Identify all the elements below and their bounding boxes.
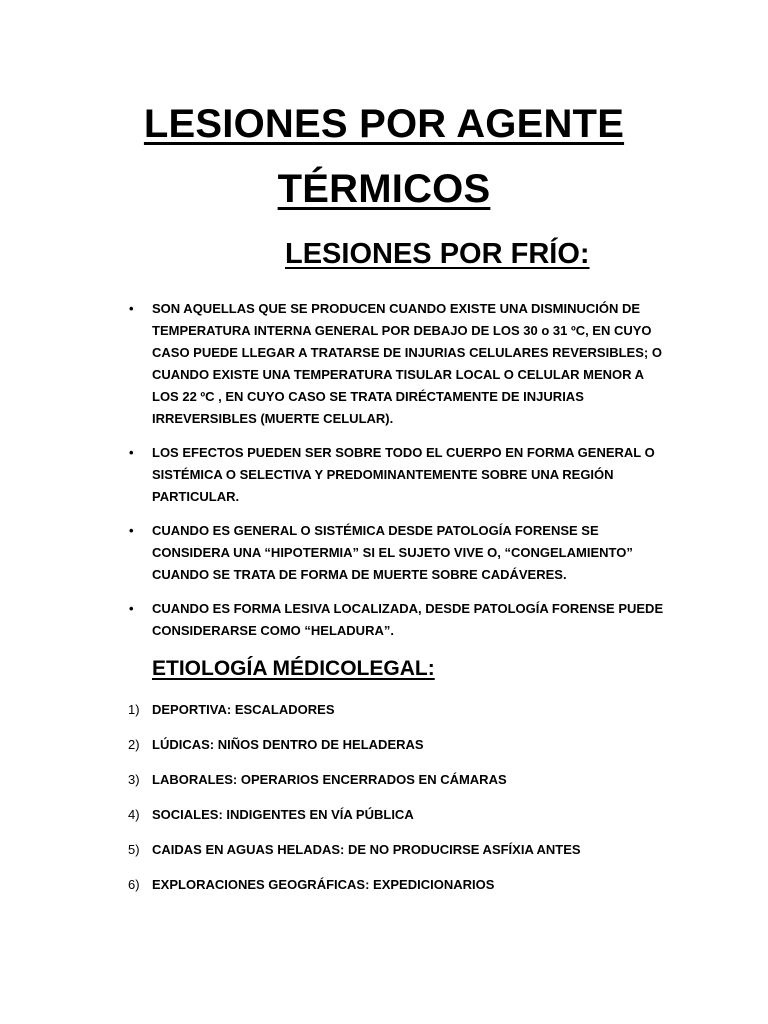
bullet-text: CUANDO ES GENERAL O SISTÉMICA DESDE PATOLOGÍA FORENSE SE CONSIDERA UNA “HIPOTERMIA” SI EL SUJETO VIVE O, “CONGELAMIENTO” CUANDO SE TRATA DE FORMA DE MUERTE SOBRE CADÁVERES. <box>152 523 633 582</box>
bullet-text: SON AQUELLAS QUE SE PRODUCEN CUANDO EXISTE UNA DISMINUCIÓN DE TEMPERATURA INTERNA GENERAL POR DEBAJO DE LOS 30 o 31 ºC, EN CUYO CASO PUEDE LLEGAR A TRATARSE DE INJURIAS CELULARES REVERSIBLES; O CUANDO EXISTE UNA TEMPERATURA TISULAR LOCAL O CELULAR MENOR A LOS 22 ºC , EN CUYO CASO SE TRATA DIRÉCTAMENTE DE INJURIAS IRREVERSIBLES (MUERTE CELULAR). <box>152 301 662 426</box>
bullet-icon: • <box>129 445 134 460</box>
list-number: 5) <box>128 842 140 857</box>
bullet-item <box>128 520 668 586</box>
etiology-text: DEPORTIVA: ESCALADORES <box>152 702 335 717</box>
etiology-heading: ETIOLOGÍA MÉDICOLEGAL: <box>152 657 435 680</box>
bullet-text: LOS EFECTOS PUEDEN SER SOBRE TODO EL CUERPO EN FORMA GENERAL O SISTÉMICA O SELECTIVA Y PREDOMINANTEMENTE SOBRE UNA REGIÓN PARTICULAR. <box>152 445 655 504</box>
list-number: 1) <box>128 702 140 717</box>
bullet-item <box>128 298 668 430</box>
bullet-text: CUANDO ES FORMA LESIVA LOCALIZADA, DESDE PATOLOGÍA FORENSE PUEDE CONSIDERARSE COMO “HELADURA”. <box>152 601 664 638</box>
bullet-icon: • <box>129 301 134 316</box>
bullet-icon: • <box>129 601 134 616</box>
list-number: 6) <box>128 877 140 892</box>
bullet-item <box>128 598 668 642</box>
document-title-line-1: LESIONES POR AGENTE <box>143 102 625 146</box>
etiology-item <box>128 805 668 840</box>
section-heading-frio: LESIONES POR FRÍO: <box>285 238 590 270</box>
document-title-line-2: TÉRMICOS <box>277 167 491 211</box>
etiology-item <box>128 700 668 735</box>
bullet-icon: • <box>129 523 134 538</box>
list-number: 3) <box>128 772 140 787</box>
bullet-item <box>128 442 668 508</box>
etiology-list <box>128 700 668 910</box>
etiology-text: CAIDAS EN AGUAS HELADAS: DE NO PRODUCIRSE ASFÍXIA ANTES <box>152 842 581 857</box>
etiology-item <box>128 840 668 875</box>
list-number: 4) <box>128 807 140 822</box>
etiology-item <box>128 770 668 805</box>
list-number: 2) <box>128 737 140 752</box>
bullet-list <box>128 298 668 654</box>
etiology-text: LÚDICAS: NIÑOS DENTRO DE HELADERAS <box>152 737 424 752</box>
etiology-text: SOCIALES: INDIGENTES EN VÍA PÚBLICA <box>152 807 414 822</box>
etiology-text: LABORALES: OPERARIOS ENCERRADOS EN CÁMARAS <box>152 772 507 787</box>
etiology-text: EXPLORACIONES GEOGRÁFICAS: EXPEDICIONARIOS <box>152 877 495 892</box>
etiology-item <box>128 875 668 910</box>
etiology-item <box>128 735 668 770</box>
